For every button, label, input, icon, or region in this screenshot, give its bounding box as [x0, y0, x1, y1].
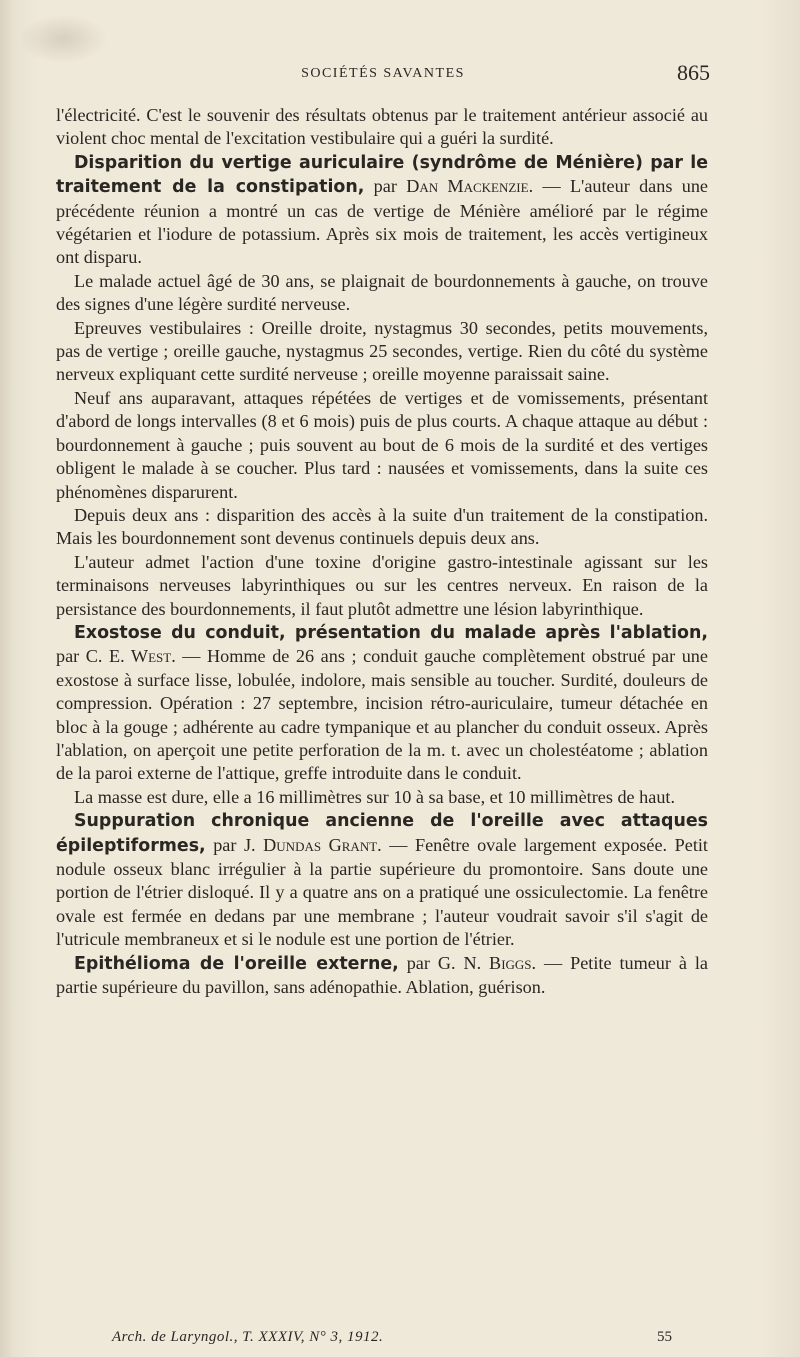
footer-signature: 55 [657, 1329, 672, 1345]
section-paragraph [56, 809, 708, 951]
section-heading: Epithélioma de l'oreille externe, [74, 953, 399, 974]
paragraph-text: . — L'auteur dans une précédente réunion a montré un cas de vertige de Ménière amélioré par le régime végétarien et l'iodure de potassium. Après six mois de traitement, les accès vertigineux ont disparu. [56, 176, 708, 268]
paragraph-text: . — Fenêtre ovale largement exposée. Petit nodule osseux blanc irrégulier à la partie supérieure du promontoire. Sans doute une portion de l'étrier disloqué. Il y a quatre ans on a pratiqué une ossiculectomie. La fenêtre ovale est fermée en dedans par une membrane ; l'auteur voudrait savoir s'il s'agit de l'utricule membraneux et si le nodule est une portion de l'étrier. [56, 834, 708, 950]
paragraph [56, 104, 708, 151]
paragraph [56, 504, 708, 551]
section-paragraph [56, 151, 708, 270]
page-header [56, 60, 710, 90]
paragraph-text: l'électricité. C'est le souvenir des résultats obtenus par le traitement antérieur associé au violent choc mental de l'excitation vestibulaire qui a guéri la surdité. [56, 105, 708, 149]
section-heading: Suppuration chronique ancienne de l'oreille avec attaques épileptiformes, [56, 811, 708, 856]
author-name: J. Dundas Grant [243, 834, 378, 855]
running-head: SOCIÉTÉS SAVANTES [301, 66, 465, 81]
footer-citation: Arch. de Laryngol., T. XXXIV, N° 3, 1912. [112, 1329, 384, 1345]
paragraph-text: Epreuves vestibulaires : Oreille droite, nystagmus 30 secondes, petits mouvements, pas de vertige ; oreille gauche, nystagmus 25 secondes, vertige. Rien du côté du système nerveux expliquant cette surdité nerveuse ; oreille moyenne paraissait saine. [56, 317, 708, 385]
paragraph [56, 551, 708, 621]
paragraph [56, 786, 708, 809]
paragraph-text: La masse est dure, elle a 16 millimètres sur 10 à sa base, et 10 millimètres de haut. [74, 786, 676, 807]
byline-prefix: par [205, 834, 244, 855]
author-name: Dan Mackenzie [406, 176, 529, 197]
paragraph-text: . — Homme de 26 ans ; conduit gauche complètement obstrué par une exostose à surface lisse, lobulée, indolore, mais sensible au toucher. Surdité, douleurs de compression. Opération : 27 septembre, incision rétro-auriculaire, tumeur détachée en bloc à la gouge ; adhérente au cadre tympanique et au plancher du conduit osseux. Après l'ablation, on aperçoit une petite perforation de la m. t. avec un cholestéatome ; ablation de la paroi externe de l'attique, greffe introduite dans le conduit. [56, 646, 708, 784]
paragraph [56, 387, 708, 504]
paragraph-text: Neuf ans auparavant, attaques répétées de vertiges et de vomissements, présentant d'abord de longs intervalles (8 et 6 mois) puis de plus courts. A chaque attaque au début : bourdonnement à gauche ; puis souvent au bout de 6 mois de la surdité et des vertiges obligent le malade à se coucher. Plus tard : nausées et vomissements, dans la suite ces phénomènes disparurent. [56, 387, 708, 502]
page-footer [112, 1329, 672, 1351]
section-paragraph [56, 621, 708, 786]
paragraph [56, 317, 708, 387]
paragraph-text: . — Petite tumeur à la partie supérieure du pavillon, sans adénopathie. Ablation, guérison. [56, 952, 708, 998]
author-name: G. N. Biggs [437, 952, 532, 973]
section-heading: Exostose du conduit, présentation du malade après l'ablation, [74, 622, 708, 643]
section-heading: Disparition du vertige auriculaire (syndrôme de Ménière) par le traitement de la constipation, [56, 152, 708, 198]
paragraph [56, 270, 708, 317]
byline-prefix: par [364, 176, 407, 197]
paragraph-text: Le malade actuel âgé de 30 ans, se plaignait de bourdonnements à gauche, on trouve des signes d'une légère surdité nerveuse. [56, 270, 708, 315]
byline-prefix: par [398, 952, 438, 973]
page-number: 865 [677, 60, 710, 85]
paragraph-text: L'auteur admet l'action d'une toxine d'origine gastro-intestinale agissant sur les terminaisons nerveuses labyrinthiques ou sur les centres nerveux. En raison de la persistance des bourdonnements, il faut plutôt admettre une lésion labyrinthique. [56, 551, 708, 619]
author-name: C. E. West [85, 646, 172, 667]
byline-prefix: par [56, 646, 86, 667]
paragraph-text: Depuis deux ans : disparition des accès à la suite d'un traitement de la constipation. Mais les bourdonnement sont devenus continuels depuis deux ans. [56, 504, 708, 549]
article-body [56, 104, 708, 999]
section-paragraph [56, 952, 708, 1000]
page-stain [18, 14, 108, 64]
